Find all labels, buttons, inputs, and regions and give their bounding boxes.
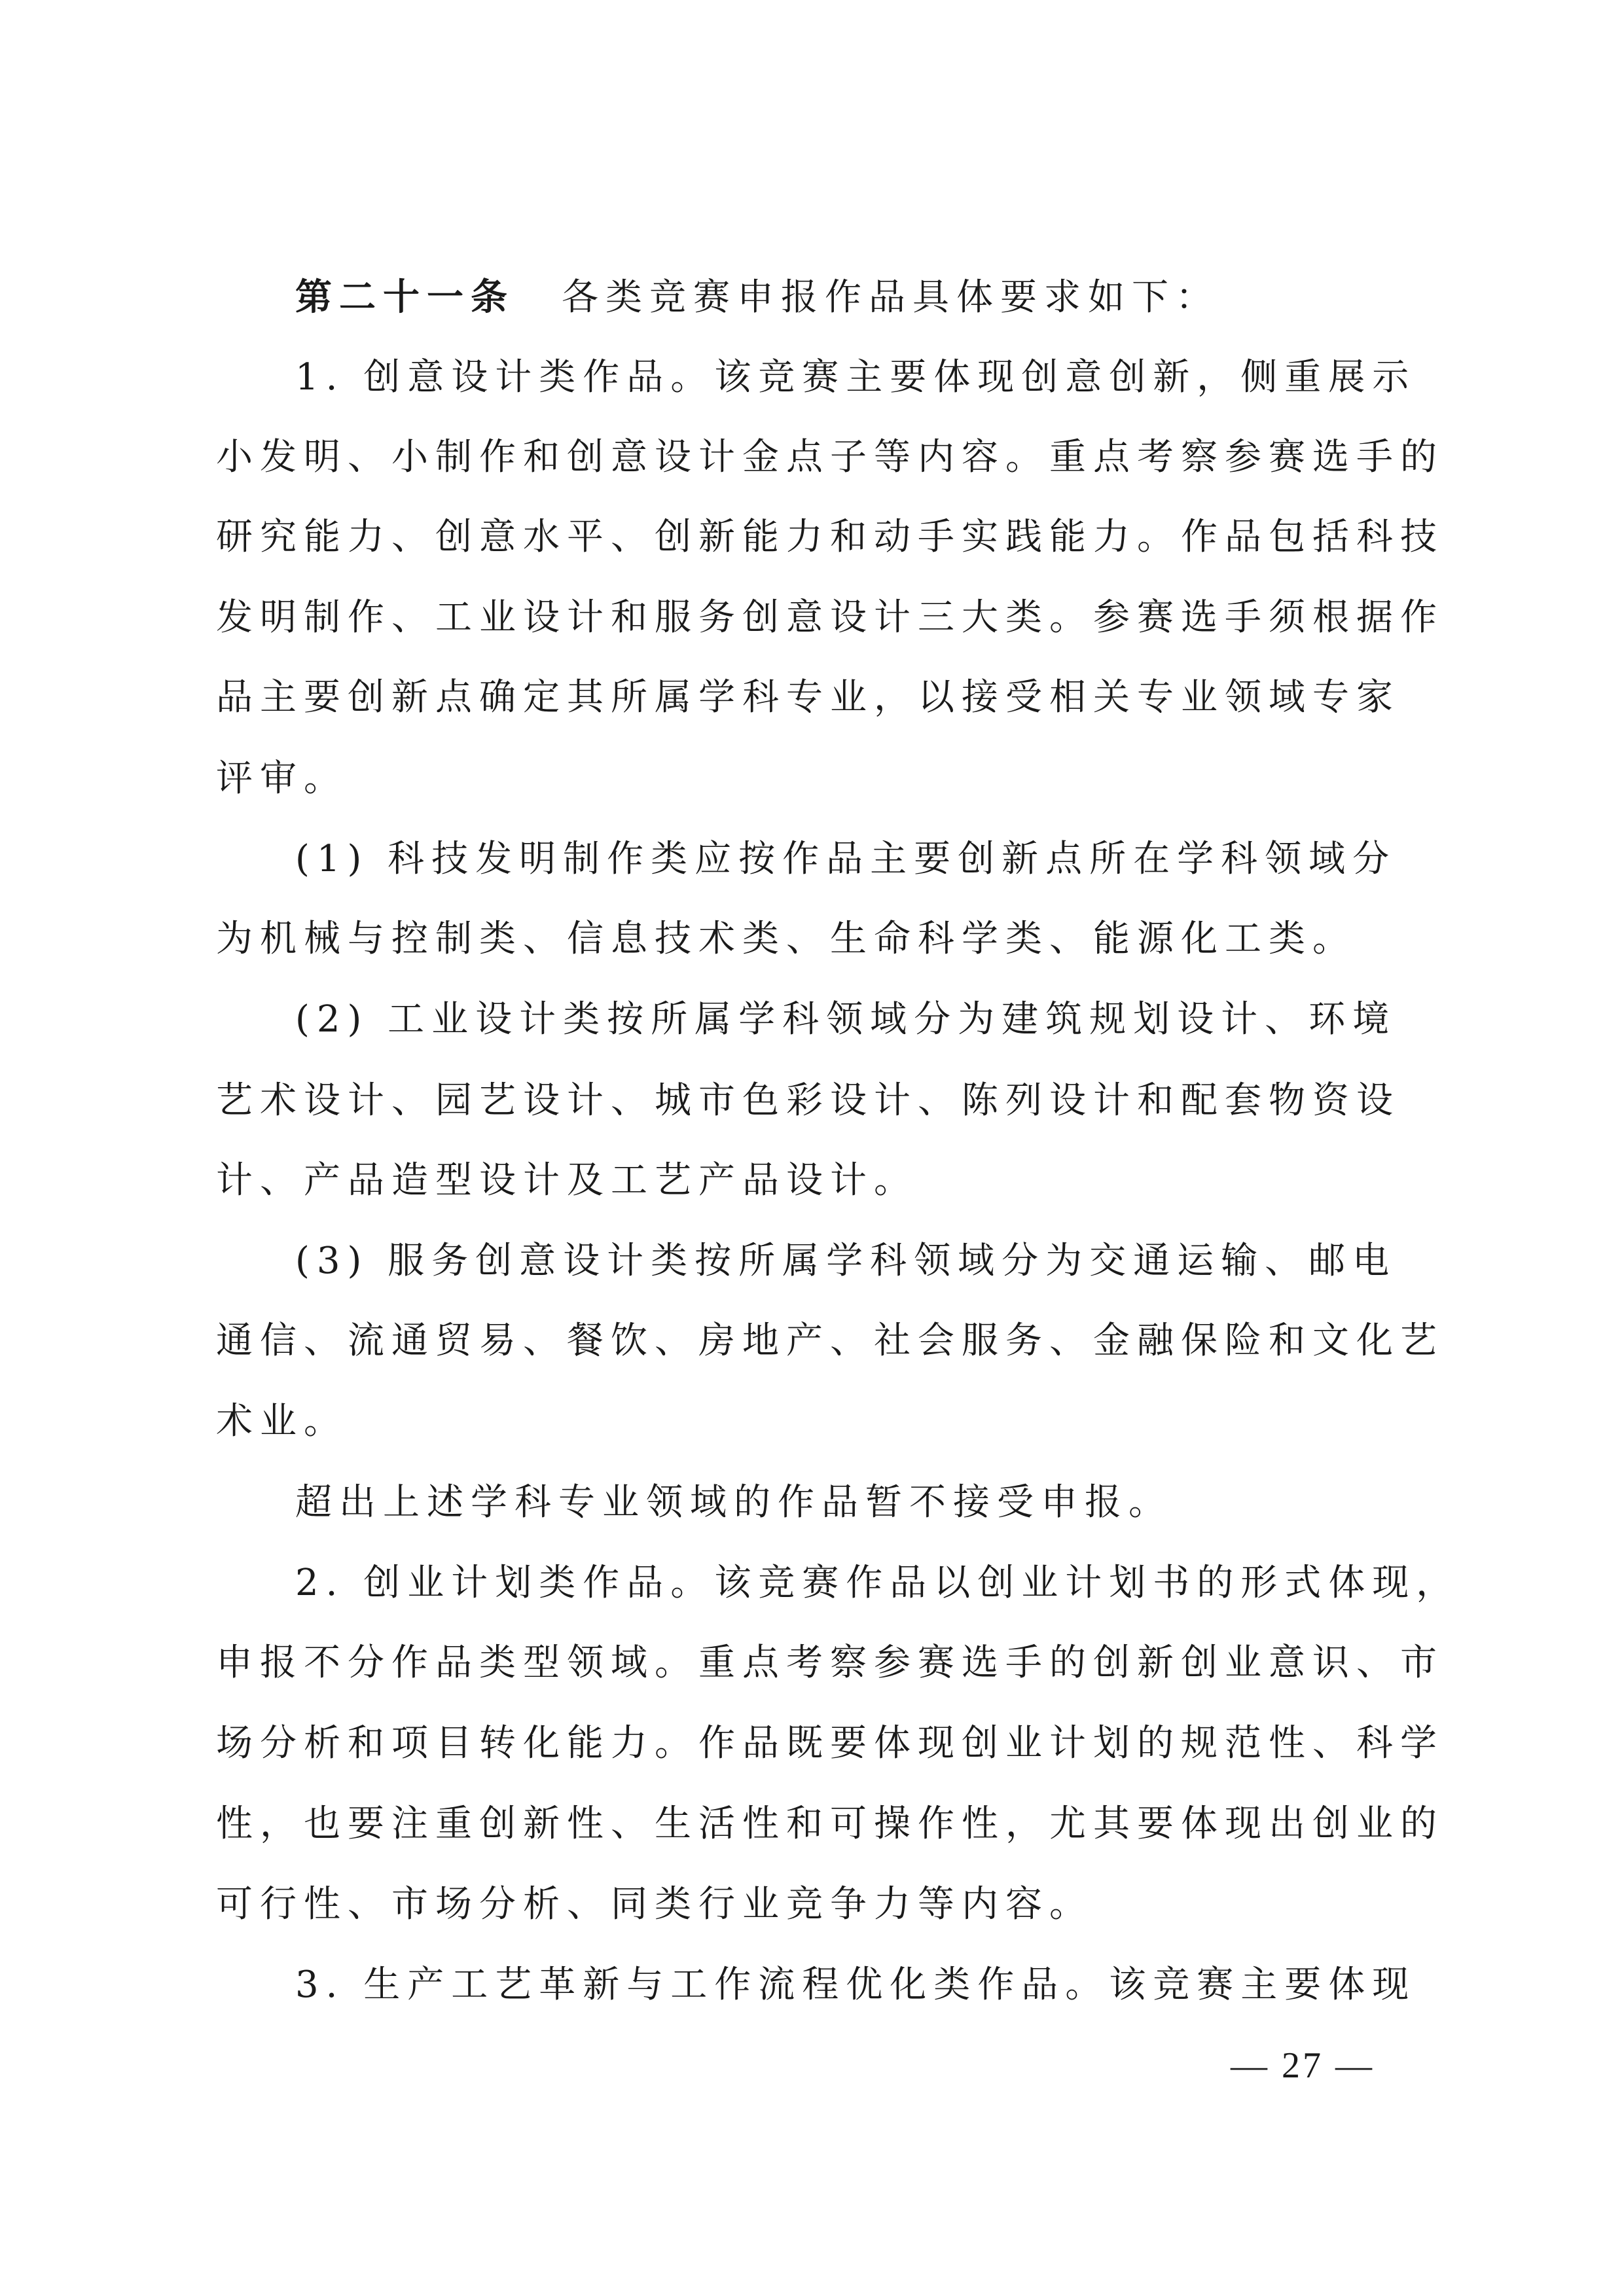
paragraph-line: 计、产品造型设计及工艺产品设计。 bbox=[216, 1159, 918, 1202]
paragraph-line: (1) 科技发明制作类应按作品主要创新点所在学科领域分 bbox=[295, 838, 1397, 880]
paragraph-line: 艺术设计、园艺设计、城市色彩设计、陈列设计和配套物资设 bbox=[216, 1079, 1400, 1122]
paragraph-line: 通信、流通贸易、餐饮、房地产、社会服务、金融保险和文化艺 bbox=[216, 1319, 1444, 1362]
paragraph-line: 评审。 bbox=[216, 757, 348, 800]
paragraph-line: 术业。 bbox=[216, 1400, 348, 1443]
paragraph-line: 品主要创新点确定其所属学科专业，以接受相关专业领域专家 bbox=[216, 676, 1400, 719]
paragraph-line: 发明制作、工业设计和服务创意设计三大类。参赛选手须根据作 bbox=[216, 596, 1444, 639]
paragraph-line: (3) 服务创意设计类按所属学科领域分为交通运输、邮电 bbox=[295, 1240, 1397, 1282]
paragraph-line: 3. 生产工艺革新与工作流程优化类作品。该竞赛主要体现 bbox=[295, 1964, 1416, 2006]
article-number: 第二十一条 bbox=[295, 276, 514, 319]
paragraph-line: 小发明、小制作和创意设计金点子等内容。重点考察参赛选手的 bbox=[216, 436, 1444, 478]
paragraph-line: 2. 创业计划类作品。该竞赛作品以创业计划书的形式体现， bbox=[295, 1562, 1460, 1604]
paragraph-line: 性，也要注重创新性、生活性和可操作性，尤其要体现出创业的 bbox=[216, 1803, 1444, 1845]
paragraph-line: 为机械与控制类、信息技术类、生命科学类、能源化工类。 bbox=[216, 918, 1356, 960]
page-number: — 27 — bbox=[1231, 2045, 1375, 2086]
paragraph-line: 申报不分作品类型领域。重点考察参赛选手的创新创业意识、市 bbox=[216, 1641, 1444, 1684]
article-intro: 各类竞赛申报作品具体要求如下： bbox=[562, 276, 1219, 319]
paragraph-line: 研究能力、创意水平、创新能力和动手实践能力。作品包括科技 bbox=[216, 516, 1444, 558]
paragraph-line: 超出上述学科专业领域的作品暂不接受申报。 bbox=[295, 1481, 1172, 1524]
paragraph-line: 场分析和项目转化能力。作品既要体现创业计划的规范性、科学 bbox=[216, 1722, 1444, 1765]
paragraph-line: 可行性、市场分析、同类行业竞争力等内容。 bbox=[216, 1883, 1093, 1926]
paragraph-line: (2) 工业设计类按所属学科领域分为建筑规划设计、环境 bbox=[295, 998, 1397, 1041]
paragraph-line: 1. 创意设计类作品。该竞赛主要体现创意创新，侧重展示 bbox=[295, 356, 1416, 399]
article-heading-line bbox=[295, 276, 1219, 319]
